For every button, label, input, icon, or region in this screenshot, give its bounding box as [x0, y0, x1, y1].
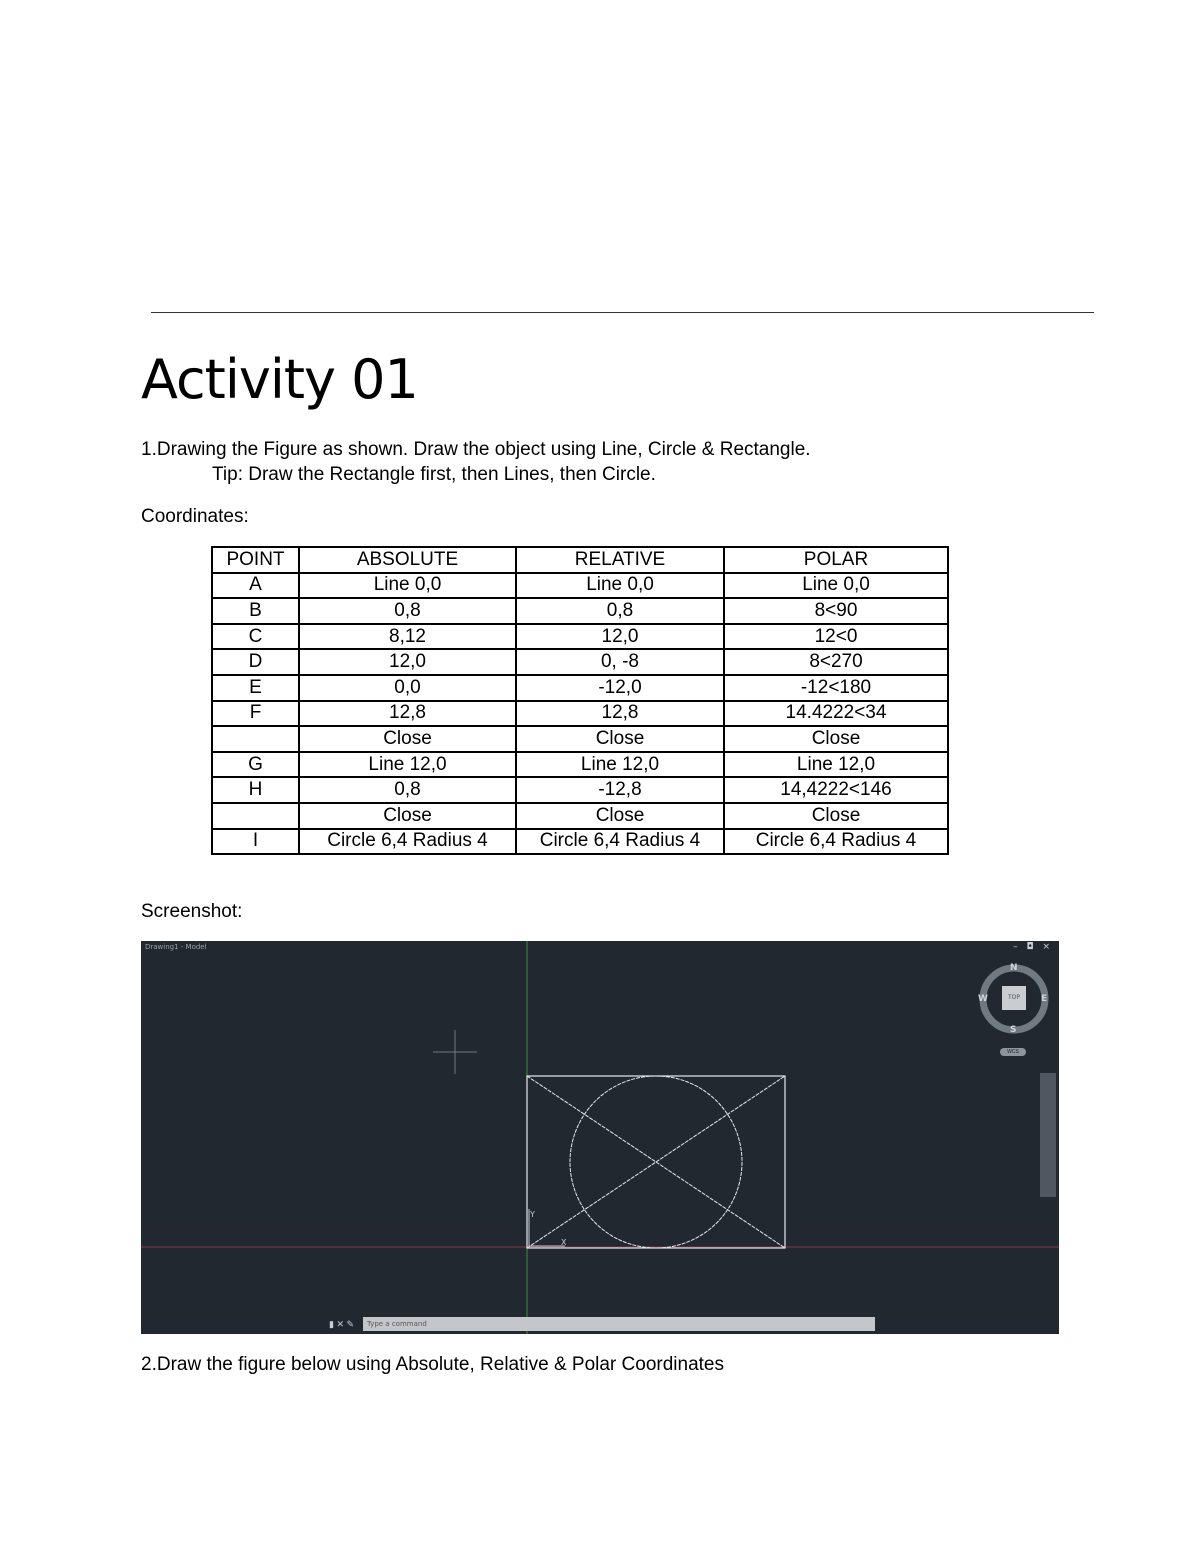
- cell-point: A: [212, 573, 299, 599]
- table-header-row: [212, 547, 948, 573]
- cell-relative: 12,0: [516, 624, 724, 650]
- cell-absolute: 0,0: [299, 675, 516, 701]
- cell-relative: 12,8: [516, 701, 724, 727]
- cell-point: [212, 803, 299, 829]
- table-row: [212, 726, 948, 752]
- cell-polar: Close: [724, 726, 948, 752]
- compass-south[interactable]: S: [1010, 1025, 1017, 1035]
- cell-point: F: [212, 701, 299, 727]
- table-row: [212, 752, 948, 778]
- wcs-menu[interactable]: WCS: [1000, 1048, 1026, 1056]
- cell-polar: 14,4222<146: [724, 777, 948, 803]
- cell-absolute: 12,8: [299, 701, 516, 727]
- table-row: [212, 675, 948, 701]
- compass-west[interactable]: W: [978, 994, 988, 1004]
- cell-point: C: [212, 624, 299, 650]
- table-row: [212, 624, 948, 650]
- coordinates-label: Coordinates:: [141, 506, 249, 527]
- cell-absolute: 0,8: [299, 777, 516, 803]
- cell-point: E: [212, 675, 299, 701]
- cell-absolute: 8,12: [299, 624, 516, 650]
- navigation-bar[interactable]: [1040, 1073, 1056, 1197]
- table-row: [212, 829, 948, 855]
- header-point: POINT: [212, 547, 299, 573]
- table-row: [212, 649, 948, 675]
- cell-absolute: Close: [299, 803, 516, 829]
- cell-point: [212, 726, 299, 752]
- instruction-2: 2.Draw the figure below using Absolute, Relative & Polar Coordinates: [141, 1354, 724, 1375]
- ucs-x-label: X: [561, 1238, 567, 1247]
- cell-point: G: [212, 752, 299, 778]
- viewcube-top[interactable]: TOP: [1002, 986, 1026, 1010]
- page-title: Activity 01: [141, 348, 418, 411]
- cell-absolute: 12,0: [299, 649, 516, 675]
- compass-north[interactable]: N: [1010, 963, 1018, 973]
- table-row: [212, 777, 948, 803]
- cell-relative: 0, -8: [516, 649, 724, 675]
- cell-point: D: [212, 649, 299, 675]
- cell-polar: Circle 6,4 Radius 4: [724, 829, 948, 855]
- cell-point: I: [212, 829, 299, 855]
- header-polar: POLAR: [724, 547, 948, 573]
- instruction-tip: Tip: Draw the Rectangle first, then Lines, then Circle.: [212, 464, 656, 485]
- cell-relative: Line 12,0: [516, 752, 724, 778]
- header-rule: [151, 312, 1094, 313]
- cell-polar: Close: [724, 803, 948, 829]
- cell-relative: Circle 6,4 Radius 4: [516, 829, 724, 855]
- cell-absolute: Close: [299, 726, 516, 752]
- header-absolute: ABSOLUTE: [299, 547, 516, 573]
- table-row: [212, 803, 948, 829]
- cell-polar: 12<0: [724, 624, 948, 650]
- cell-polar: -12<180: [724, 675, 948, 701]
- cell-relative: 0,8: [516, 598, 724, 624]
- cell-relative: Line 0,0: [516, 573, 724, 599]
- ucs-y-label: Y: [530, 1210, 535, 1219]
- cell-relative: Close: [516, 803, 724, 829]
- cad-window-title: Drawing1 - Model: [145, 943, 207, 951]
- cell-absolute: 0,8: [299, 598, 516, 624]
- screenshot-label: Screenshot:: [141, 901, 243, 922]
- command-line-icons[interactable]: ▮ ✕ ✎: [329, 1319, 355, 1329]
- cell-polar: 14.4222<34: [724, 701, 948, 727]
- table-row: [212, 573, 948, 599]
- cell-point: B: [212, 598, 299, 624]
- instruction-1: 1.Drawing the Figure as shown. Draw the object using Line, Circle & Rectangle.: [141, 439, 811, 460]
- command-line-input[interactable]: Type a command: [363, 1317, 875, 1331]
- cell-polar: 8<270: [724, 649, 948, 675]
- cell-relative: -12,8: [516, 777, 724, 803]
- cell-absolute: Line 12,0: [299, 752, 516, 778]
- table-row: [212, 701, 948, 727]
- table-row: [212, 598, 948, 624]
- cell-absolute: Circle 6,4 Radius 4: [299, 829, 516, 855]
- crosshair-cursor: [433, 1030, 477, 1074]
- cad-screenshot: [141, 941, 1059, 1334]
- cell-polar: 8<90: [724, 598, 948, 624]
- cell-polar: Line 12,0: [724, 752, 948, 778]
- cad-drawing: [141, 941, 1059, 1334]
- cell-absolute: Line 0,0: [299, 573, 516, 599]
- cell-relative: Close: [516, 726, 724, 752]
- coordinates-table: [211, 546, 949, 855]
- window-controls[interactable]: – ◘ ×: [1013, 942, 1053, 952]
- cell-relative: -12,0: [516, 675, 724, 701]
- cell-point: H: [212, 777, 299, 803]
- cell-polar: Line 0,0: [724, 573, 948, 599]
- compass-east[interactable]: E: [1041, 994, 1048, 1004]
- header-relative: RELATIVE: [516, 547, 724, 573]
